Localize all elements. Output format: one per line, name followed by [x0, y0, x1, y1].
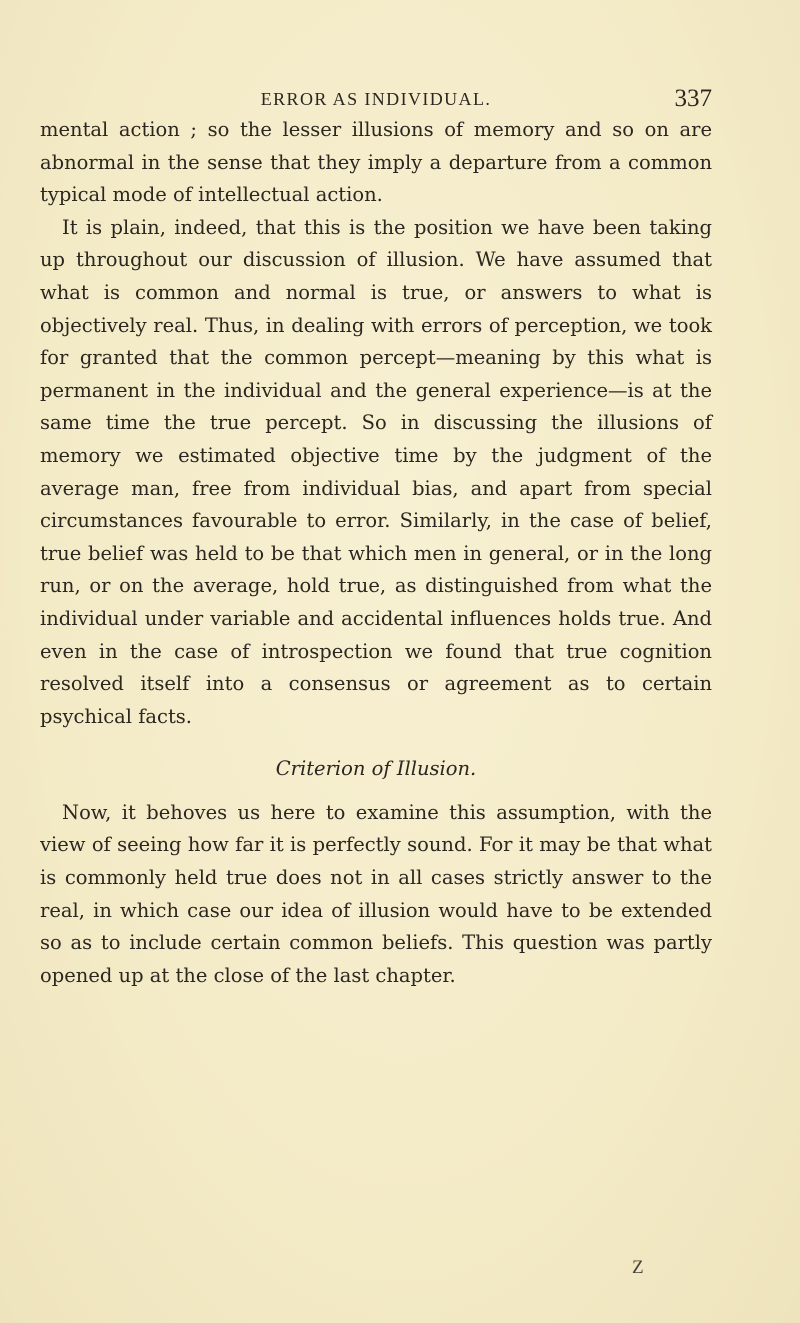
body-text	[40, 114, 712, 992]
running-title: ERROR AS INDIVIDUAL.	[260, 89, 492, 109]
paragraph-continued: mental action ; so the lesser illusions of memory and so on are abnormal in the sense that they imply a departure from a common typical mode of intellectual action.	[40, 118, 712, 207]
running-head	[40, 84, 712, 114]
paragraph-position: It is plain, indeed, that this is the position we have been taking up throughout our discussion of illusion. We have assumed that what is common and normal is true, or answers to what is objectively real. Thus, in dealing with errors of perception, we took for granted that the common percept—meaning by this what is permanent in the individual and the general experience—is at the same time the true percept. So in discussing the illusions of memory we estimated objective time by the judgment of the average man, free from individual bias, and apart from special circumstances favourable to error. Similarly, in the case of belief, true belief was held to be that which men in general, or in the long run, or on the average, hold true, as distinguished from what the individual under variable and accidental influences holds true. And even in the case of introspection we found that true cognition resolved itself into a consensus or agreement as to certain psychical facts.	[40, 215, 712, 728]
page-number: 337	[674, 85, 712, 112]
paragraph-criterion: Now, it behoves us here to examine this assumption, with the view of seeing how far it is perfectly sound. For it may be that what is commonly held true does not in all cases strictly answer to the real, in which case our idea of illusion would have to be extended so as to include certain common beliefs. This question was partly opened up at the close of the last chapter.	[40, 800, 712, 987]
section-heading: Criterion of Illusion.	[275, 757, 477, 781]
signature-mark: Z	[632, 1257, 644, 1278]
